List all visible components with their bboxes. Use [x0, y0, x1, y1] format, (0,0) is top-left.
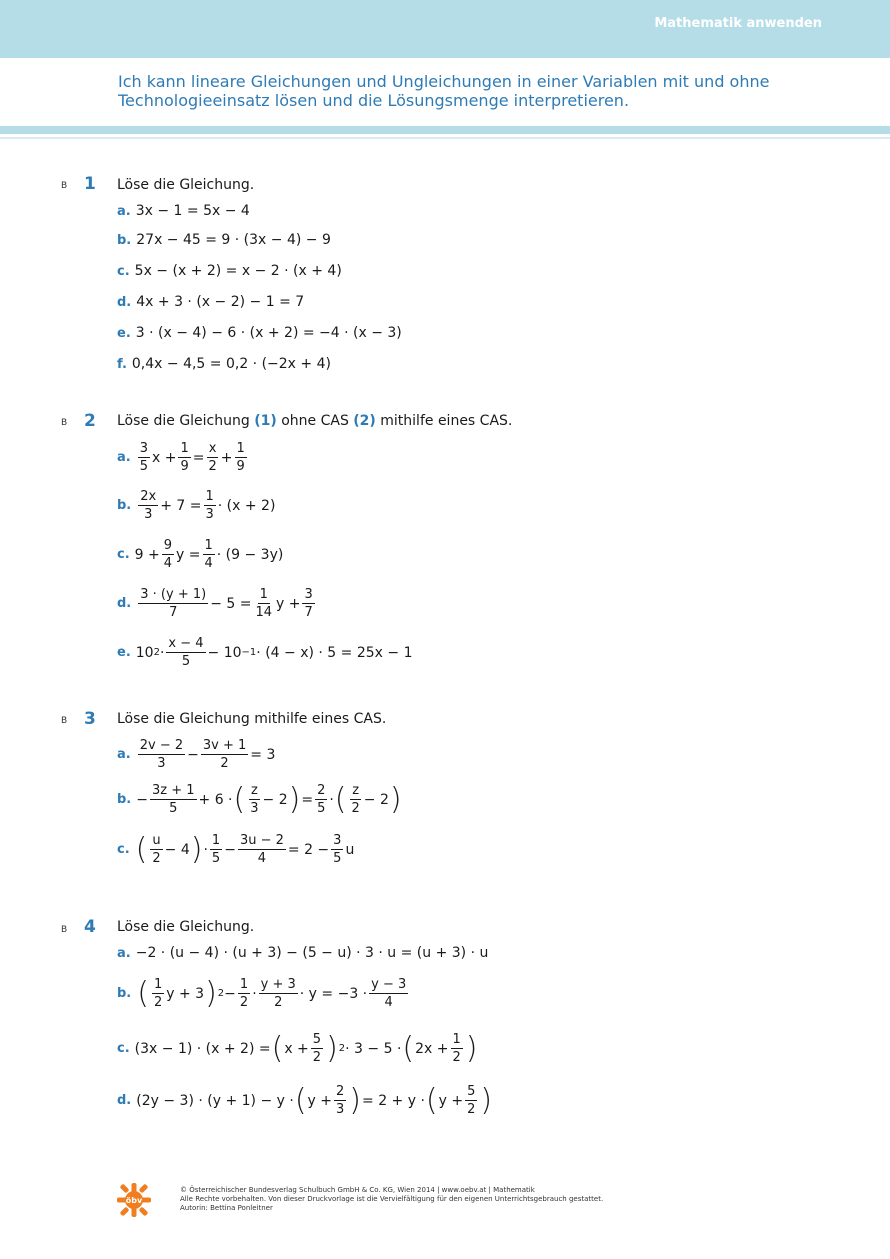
item-label: c.: [117, 1041, 130, 1056]
item-label: b.: [117, 792, 132, 807]
task-2d: d. 3 · (y + 1) 7 − 5 = 1 14 y + 3 7: [117, 587, 313, 620]
item-label: e.: [117, 645, 131, 660]
task-3-instruction: Löse die Gleichung mithilfe eines CAS.: [117, 711, 387, 727]
task-1f: [117, 356, 331, 372]
task-1d: [117, 294, 304, 310]
footer-author: Autorin: Bettina Ponleitner: [180, 1204, 273, 1212]
item-label: f.: [117, 356, 127, 372]
task-4c: c. (3x − 1) · (x + 2) = ( x + 5 2 ) 2 · 3 − 5 · ( 2x + 1 2 ): [117, 1030, 478, 1066]
task-1-number: 1: [84, 174, 96, 194]
task-1c: [117, 263, 342, 279]
task-3-number: 3: [84, 709, 96, 729]
footer-copyright: © Österreichischer Bundesverlag Schulbuch GmbH & Co. KG, Wien 2014 | www.oebv.at | Mathematik: [180, 1186, 535, 1194]
item-label: e.: [117, 325, 131, 341]
learning-goal: Ich kann lineare Gleichungen und Ungleichungen in einer Variablen mit und ohne Technologieeinsatz lösen und die Lösungsmenge interpretieren.: [118, 72, 770, 110]
task-3b: b. − 3z + 1 5 + 6 · ( z 3 − 2 ) = 2 5 · ( z 2 − 2 ): [117, 781, 402, 817]
task-4-instruction: Löse die Gleichung.: [117, 919, 255, 935]
task-1-instruction: Löse die Gleichung.: [117, 177, 255, 193]
equation: 4x + 3 · (x − 2) − 1 = 7: [136, 294, 305, 310]
instruction-text: mithilfe eines CAS.: [375, 413, 513, 429]
task-2e: e. 10 2 · x − 4 5 − 10 −1 · (4 − x) · 5 = 25x − 1: [117, 636, 413, 669]
item-label: d.: [117, 596, 132, 611]
footer: [180, 1186, 780, 1213]
item-label: d.: [117, 1093, 132, 1108]
item-label: c.: [117, 842, 130, 857]
item-label: b.: [117, 498, 132, 513]
task-3-level: B: [61, 716, 68, 726]
equation: −2 · (u − 4) · (u + 3) − (5 − u) · 3 · u = (u + 3) · u: [135, 945, 489, 961]
task-4a: [117, 945, 488, 961]
item-label: a.: [117, 450, 131, 465]
task-2a: a. 3 5 x + 1 9 = x 2 + 1 9: [117, 441, 245, 474]
item-label: d.: [117, 294, 132, 310]
task-1b: [117, 232, 331, 248]
separator-line: [0, 137, 890, 139]
task-1a: [117, 203, 250, 219]
separator-band: [0, 126, 890, 134]
item-label: b.: [117, 986, 132, 1001]
equation: 0,4x − 4,5 = 0,2 · (−2x + 4): [131, 356, 331, 372]
task-2b: b. 2x 3 + 7 = 1 3 · (x + 2): [117, 489, 276, 522]
equation: 3 · (x − 4) − 6 · (x + 2) = −4 · (x − 3): [135, 325, 402, 341]
item-label: a.: [117, 747, 131, 762]
task-3a: a. 2v − 2 3 − 3v + 1 2 = 3: [117, 738, 276, 771]
item-label: c.: [117, 547, 130, 562]
task-1-level: B: [61, 181, 68, 191]
oebv-logo-icon: [116, 1182, 152, 1218]
header-label: Mathematik anwenden: [654, 16, 822, 31]
equation: 27x − 45 = 9 · (3x − 4) − 9: [136, 232, 331, 248]
task-4b: b. ( 1 2 y + 3 ) 2 − 1 2 · y + 3 2 · y = −3 · y − 3 4: [117, 975, 407, 1011]
task-3c: c. ( u 2 − 4 ) · 1 5 − 3u − 2 4 = 2 − 3 5 u: [117, 831, 355, 867]
item-label: a.: [117, 945, 131, 961]
item-label: a.: [117, 203, 131, 219]
task-4-level: B: [61, 925, 68, 935]
equation: 3x − 1 = 5x − 4: [135, 203, 250, 219]
task-4d: d. (2y − 3) · (y + 1) − y · ( y + 2 3 ) = 2 + y · ( y + 5 2 ): [117, 1082, 493, 1118]
task-4-number: 4: [84, 917, 96, 937]
task-2c: c. 9 + 9 4 y = 1 4 · (9 − 3y): [117, 538, 284, 571]
instruction-text: ohne CAS: [276, 413, 354, 429]
task-1e: [117, 325, 402, 341]
instruction-text: Löse die Gleichung: [117, 413, 255, 429]
footer-rights: Alle Rechte vorbehalten. Von dieser Druckvorlage ist die Vervielfältigung für den eigenen Unterrichtsgebrauch gestattet.: [180, 1195, 604, 1203]
item-label: c.: [117, 263, 130, 279]
task-2-level: B: [61, 418, 68, 428]
logo-text: öbv: [125, 1196, 143, 1205]
equation: 5x − (x + 2) = x − 2 · (x + 4): [134, 263, 342, 279]
instruction-marker-1: (1): [254, 413, 277, 429]
task-2-number: 2: [84, 411, 96, 431]
item-label: b.: [117, 232, 132, 248]
instruction-marker-2: (2): [353, 413, 376, 429]
task-2-instruction: [117, 413, 512, 429]
